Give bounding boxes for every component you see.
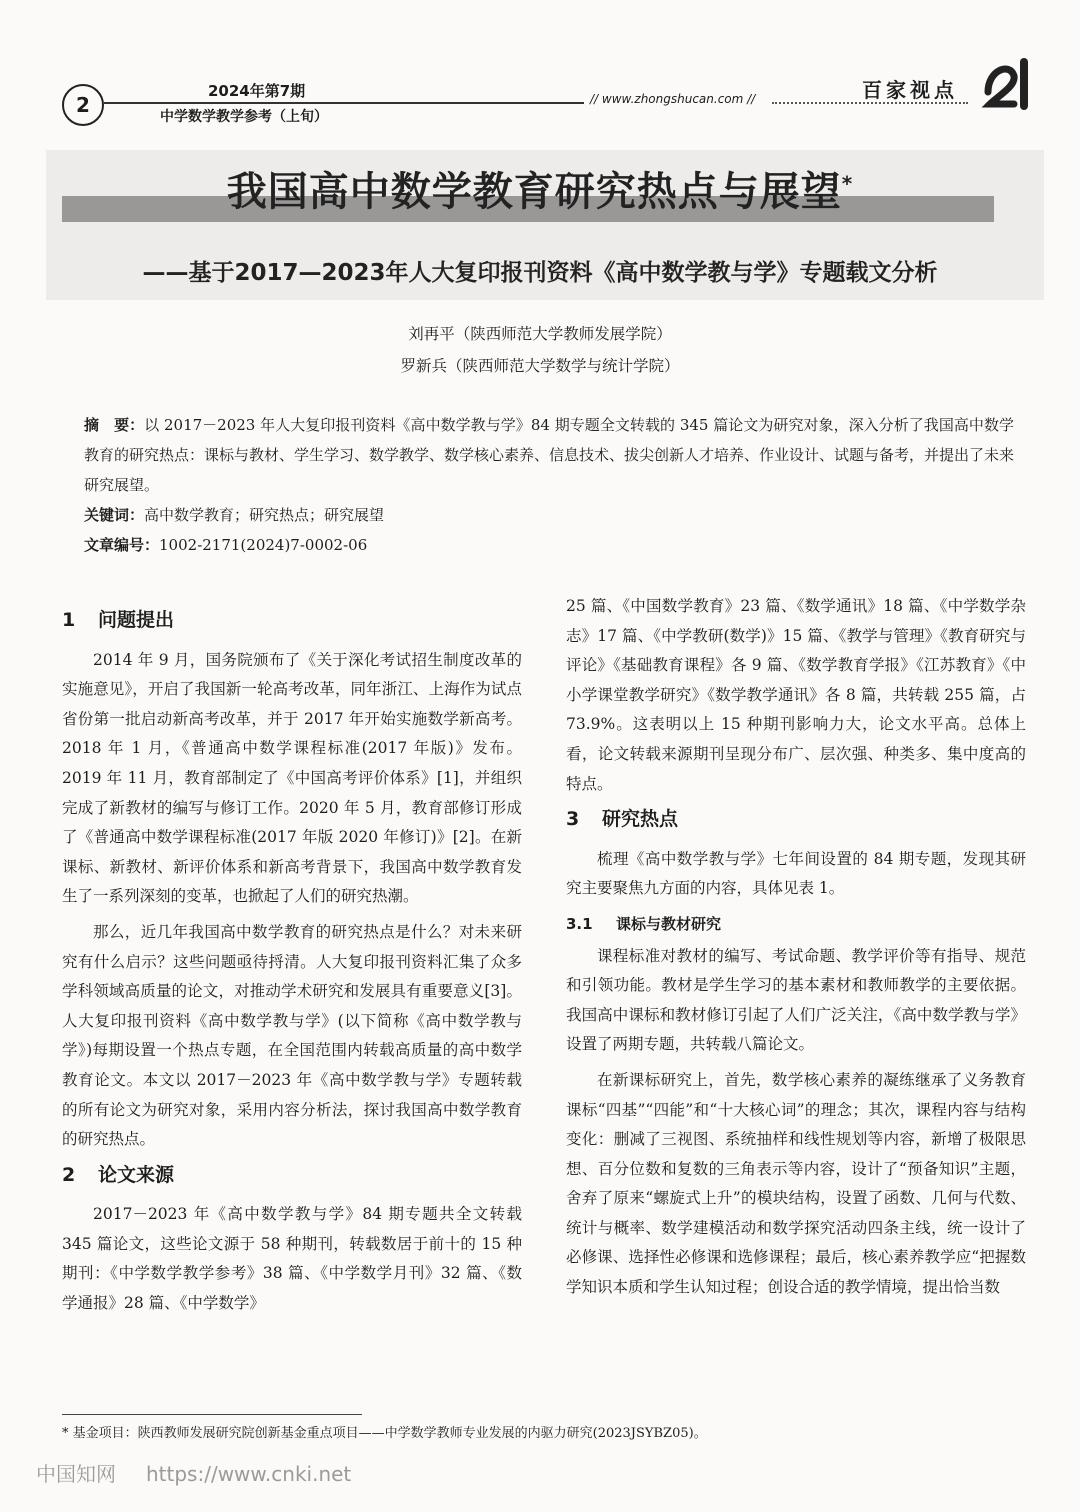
abstract-label: 摘 要： [84,416,145,434]
subsection-heading-3-1: 3.1 课标与教材研究 [566,914,722,933]
column-logo-icon [980,52,1040,112]
journal-label: 中学数学教学参考（上旬） [160,109,328,125]
author-2: 罗新兵（陕西师范大学数学与统计学院） [400,357,680,375]
paragraph: 课程标准对教材的编写、考试命题、教学评价等有指导、规范和引领功能。教材是学生学习的基本素材和教师教学的主要依据。我国高中课标和教材修订引起了人们广泛关注，《高中数学教与学》设置了两期专题，共转载八篇论文。 [566,946,1026,1054]
header-rule-left [104,102,584,104]
section-heading-3: 3 研究热点 [566,808,679,831]
keywords-text: 高中数学教育；研究热点；研究展望 [144,506,385,524]
article-number-label: 文章编号： [84,536,160,554]
footnote: * 基金项目：陕西教师发展研究院创新基金重点项目——中学数学教师专业发展的内驱力研究(2023JSYBZ05)。 [62,1426,707,1441]
left-column [62,602,522,1325]
article-number [84,530,1014,560]
watermark [36,1458,351,1487]
author-1: 刘再平（陕西师范大学教师发展学院） [408,325,672,343]
abstract [84,410,1014,560]
watermark-site: 中国知网 [36,1462,116,1486]
paragraph: 那么，近几年我国高中数学教育的研究热点是什么？对未来研究有什么启示？这些问题亟待捋清。人大复印报刊资料汇集了众多学科领域高质量的论文，对推动学术研究和发展具有重要意义[3]。人大复印报刊资料《高中数学教与学》(以下简称《高中数学教与学》)每期设置一个热点专题，在全国范围内转载高质量的高中数学教育论文。本文以 2017－2023 年《高中数学教与学》专题转载的所有论文为研究对象，采用内容分析法，探讨我国高中数学教育的研究热点。 [62,922,522,1149]
article-number-value: 1002-2171(2024)7-0002-06 [159,536,368,554]
section-heading-1: 1 问题提出 [62,609,175,631]
authors [0,318,1080,382]
paragraph: 梳理《高中数学教与学》七年间设置的 84 期专题，发现其研究主要聚焦九方面的内容，具体见表 1。 [566,849,1026,898]
footnote-rule [62,1414,362,1415]
abstract-text: 以 2017－2023 年人大复印报刊资料《高中数学教与学》84 期专题全文转载的 345 篇论文为研究对象，深入分析了我国高中数学教育的研究热点：课标与教材、学生学习、数学教学、数学核心素养、信息技术、拔尖创新人才培养、作业设计、试题与备考，并提出了未来研究展望。 [84,416,1015,494]
section-heading-2: 2 论文来源 [62,1163,175,1186]
article-title: 我国高中数学教育研究热点与展望* [226,169,854,215]
paragraph: 在新课标研究上，首先，数学核心素养的凝练继承了义务教育课标“四基”“四能”和“十大核心词”的理念；其次，课程内容与结构变化：删减了三视图、系统抽样和线性规划等内容，新增了极限思想、百分位数和复数的三角表示等内容，设计了“预备知识”主题，舍弃了原来“螺旋式上升”的模块结构，设置了函数、几何与代数、统计与概率、数学建模活动和数学探究活动四条主线，统一设计了必修课、选择性必修课和选修课程；最后，核心素养教学应“把握数学知识本质和学生认知过程；创设合适的教学情境，提出恰当数 [566,1070,1026,1297]
watermark-url: https://www.cnki.net [146,1462,352,1486]
paragraph: 2014 年 9 月，国务院颁布了《关于深化考试招生制度改革的实施意见》，开启了我国新一轮高考改革，同年浙江、上海作为试点省份第一批启动新高考改革，并于 2017 年开始实施数学新高考。2018 年 1 月，《普通高中数学课程标准(2017 年版)》发布。2019 年 11 月，教育部制定了《中国高考评价体系》[1]，并组织完成了新教材的编写与修订工作。2020 年 5 月，教育部修订形成了《普通高中数学课程标准(2017 年版 2020 年修订)》[2]。在新课标、新教材、新评价体系和新高考背景下，我国高中数学教育发生了一系列深刻的变革，也掀起了人们的研究热潮。 [62,650,522,906]
paragraph: 2017－2023 年《高中数学教与学》84 期专题共全文转载 345 篇论文，这些论文源于 58 种期刊，转载数居于前十的 15 种期刊：《中学数学教学参考》38 篇、《中学数学月刊》32 篇、《数学通报》28 篇、《中学数学》 [62,1205,522,1313]
keywords [84,500,1014,530]
column-label: 百家视点 [862,78,958,102]
paragraph: 25 篇、《中国数学教育》23 篇、《数学通讯》18 篇、《中学数学杂志》17 篇、《中学教研(数学)》15 篇、《教学与管理》《教育研究与评论》《基础教育课程》各 9 篇、《数学教育学报》《江苏教育》《中小学课堂教学研究》《数学教学通讯》各 8 篇，共转载 255 篇，占 73.9%。这表明以上 15 种期刊影响力大，论文水平高。总体上看，论文转载来源期刊呈现分布广、层次强、种类多、集中度高的特点。 [566,597,1026,793]
issue-label: 2024年第7期 [208,82,306,100]
right-column [566,592,1026,1309]
article-subtitle: ——基于2017—2023年人大复印报刊资料《高中数学教与学》专题载文分析 [142,260,938,286]
page-number: 2 [62,84,104,126]
abstract-body [84,410,1014,500]
keywords-label: 关键词： [84,506,145,524]
header-url: // www.zhongshucan.com // [590,92,756,106]
